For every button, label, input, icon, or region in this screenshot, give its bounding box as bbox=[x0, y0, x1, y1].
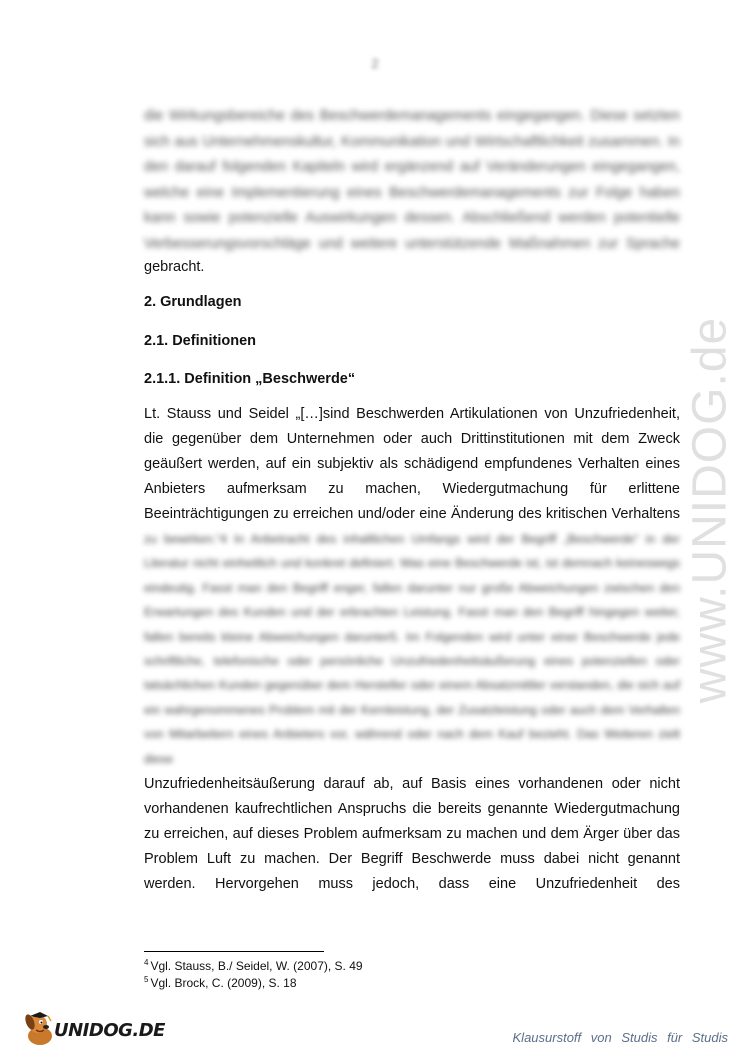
footnote-item bbox=[144, 973, 363, 990]
footnotes bbox=[144, 956, 363, 990]
unidog-logo bbox=[22, 1010, 165, 1048]
intro-paragraph bbox=[144, 104, 680, 280]
footnote-divider bbox=[144, 951, 324, 952]
watermark-text: www.UNIDOG.de bbox=[683, 316, 737, 704]
footnote-text: Vgl. Brock, C. (2009), S. 18 bbox=[150, 976, 297, 990]
definition-visible-top: Lt. Stauss und Seidel „[…]sind Beschwerden Artikulationen von Unzufriedenheit, die gegenüber dem Unternehmen oder auch Drittinstitutionen mit dem Zweck geäußert werden, auf ein subjektiv als schädigend empfundenes Verhalten eines Anbieters aufmerksam zu machen, Wiedergutmachung für erlittene Beeinträchtigungen zu erreichen und/oder eine Änderung des kritischen Verhaltens bbox=[144, 406, 680, 522]
intro-blurred-text: die Wirkungsbereiche des Beschwerdemanagements eingegangen. Diese setzten sich aus Unternehmenskultur, Kommunikation und Wirtschaftlichkeit zusammen. In den darauf folgenden Kapiteln wird ergänzend auf Veränderungen eingegangen, welche eine Implementierung eines Beschwerdemanagements zur Folge haben kann sowie potenzielle Auswirkungen dessen. Abschließend werden potentielle Verbesserungsvorschläge und weitere unterstützende Maßnahmen zur Sprache bbox=[144, 108, 680, 252]
definition-blurred-middle: zu bewirken.“4 In Anbetracht des inhaltlichen Umfangs wird der Begriff „Beschwerde“ in der Literatur nicht einheitlich und konkret definiert. Was eine Beschwerde ist, ist demnach keineswegs eindeutig. Fasst man den Begriff enger, fallen darunter nur große Abweichungen zwischen den Erwartungen des Kunden und der erbrachten Leistung. Fasst man den Begriff hingegen weiter, fallen bereits kleine Abweichungen darunter5. Im Folgenden wird unter einer Beschwerde jede schriftliche, telefonische oder persönliche Unzufriedenheitsäußerung eines potenziellen oder tatsächlichen Kunden gegenüber dem Hersteller oder einem Absatzmittler verstanden, die sich auf ein wahrgenommenes Problem mit der Kernleistung, der Zusatzleistung oder auch dem Verhalten von Mitarbeitern eines Anbieters vor, während oder nach dem Kauf bezieht. Das Weiteren zielt diese bbox=[144, 532, 680, 766]
page-number: 2 bbox=[371, 56, 379, 71]
dog-mascot-icon bbox=[22, 1010, 58, 1048]
watermark bbox=[680, 280, 740, 740]
heading-definition-beschwerde: 2.1.1. Definition „Beschwerde“ bbox=[144, 371, 356, 387]
logo-text: UNIDOG.DE bbox=[54, 1020, 165, 1041]
footnote-number: 5 bbox=[144, 975, 149, 984]
footnote-text: Vgl. Stauss, B./ Seidel, W. (2007), S. 49 bbox=[150, 959, 363, 973]
heading-definitionen: 2.1. Definitionen bbox=[144, 333, 256, 349]
heading-grundlagen: 2. Grundlagen bbox=[144, 294, 242, 310]
definition-paragraph bbox=[144, 402, 680, 897]
footnote-item bbox=[144, 956, 363, 973]
intro-visible-text: gebracht. bbox=[144, 259, 205, 275]
definition-visible-bottom: Unzufriedenheitsäußerung darauf ab, auf Basis eines vorhandenen oder nicht vorhandenen kaufrechtlichen Anspruchs die bereits genannte Wiedergutmachung zu erreichen, auf dieses Problem aufmerksam zu machen und dem Ärger über das Problem Luft zu machen. Der Begriff Beschwerde muss dabei nicht genannt werden. Hervorgehen muss jedoch, dass eine Unzufriedenheit des bbox=[144, 776, 680, 893]
footnote-number: 4 bbox=[144, 958, 149, 967]
tagline: Klausurstoff von Studis für Studis bbox=[512, 1030, 728, 1045]
